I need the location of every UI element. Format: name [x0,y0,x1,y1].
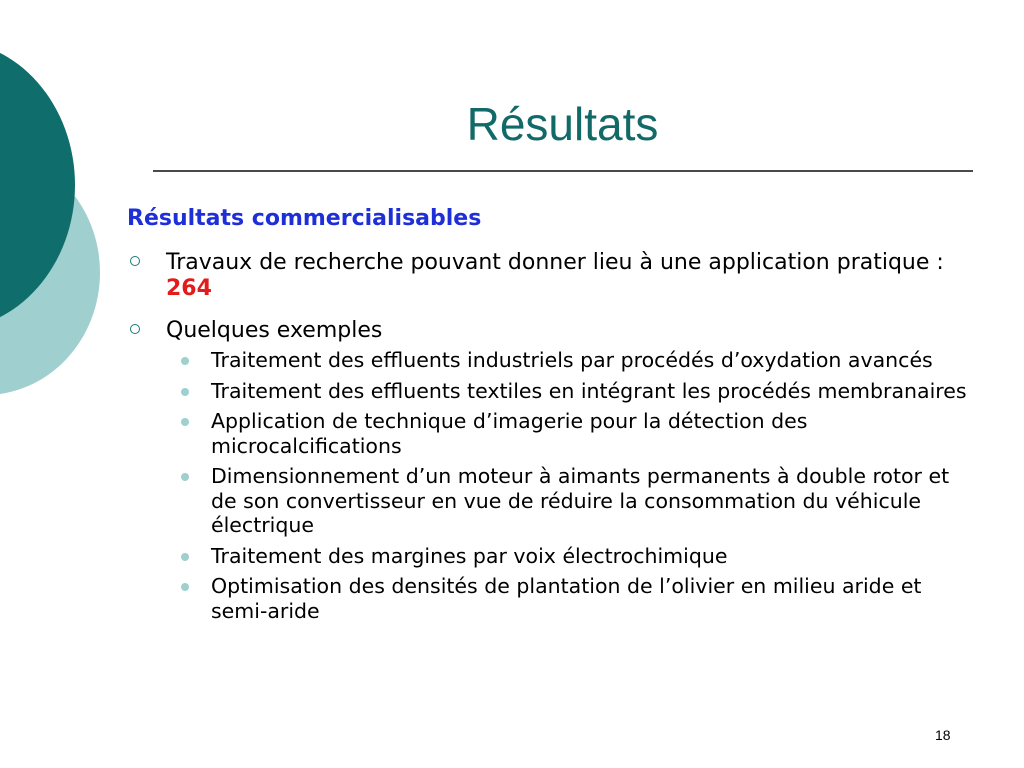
sub-bullet-item [127,348,977,373]
slide-content [127,204,977,629]
bullet-item [127,318,977,344]
sub-bullet-item [127,544,977,569]
sub-bullet-item [127,574,977,623]
sub-bullet-text: Traitement des margines par voix électrochimique [211,543,728,568]
sub-bullet-item [127,409,977,458]
bullet-text: Quelques exemples [166,318,383,343]
title-divider [153,170,973,172]
sub-bullet-text: Traitement des effluents industriels par procédés d’oxydation avancés [211,348,933,372]
sub-bullet-text: Traitement des effluents textiles en intégrant les procédés membranaires [211,378,967,403]
hollow-circle-bullet-icon [130,256,140,266]
sub-bullet-item [127,464,977,538]
sub-bullet-text: Application de technique d’imagerie pour la détection des microcalcifications [211,409,808,458]
section-heading: Résultats commercialisables [127,206,482,231]
sub-bullet-text: Dimensionnement d’un moteur à aimants permanents à double rotor et de son convertisseur en vue de réduire la consommation du véhicule électrique [211,464,950,537]
dot-bullet-icon [181,418,189,426]
sub-bullet-list [127,348,977,623]
dot-bullet-icon [181,583,189,591]
bullet-text: Travaux de recherche pouvant donner lieu à une application pratique : [166,250,944,275]
page-number: 18 [935,727,951,743]
sub-bullet-item [127,379,977,404]
slide-title: Résultats [466,98,659,150]
sub-bullet-text: Optimisation des densités de plantation de l’olivier en milieu aride et semi-aride [211,574,922,623]
dot-bullet-icon [181,473,189,481]
dot-bullet-icon [181,357,189,365]
dot-bullet-icon [181,553,189,561]
bullet-item [127,250,977,302]
hollow-circle-bullet-icon [130,324,140,334]
dot-bullet-icon [181,388,189,396]
highlight-count: 264 [166,276,212,301]
